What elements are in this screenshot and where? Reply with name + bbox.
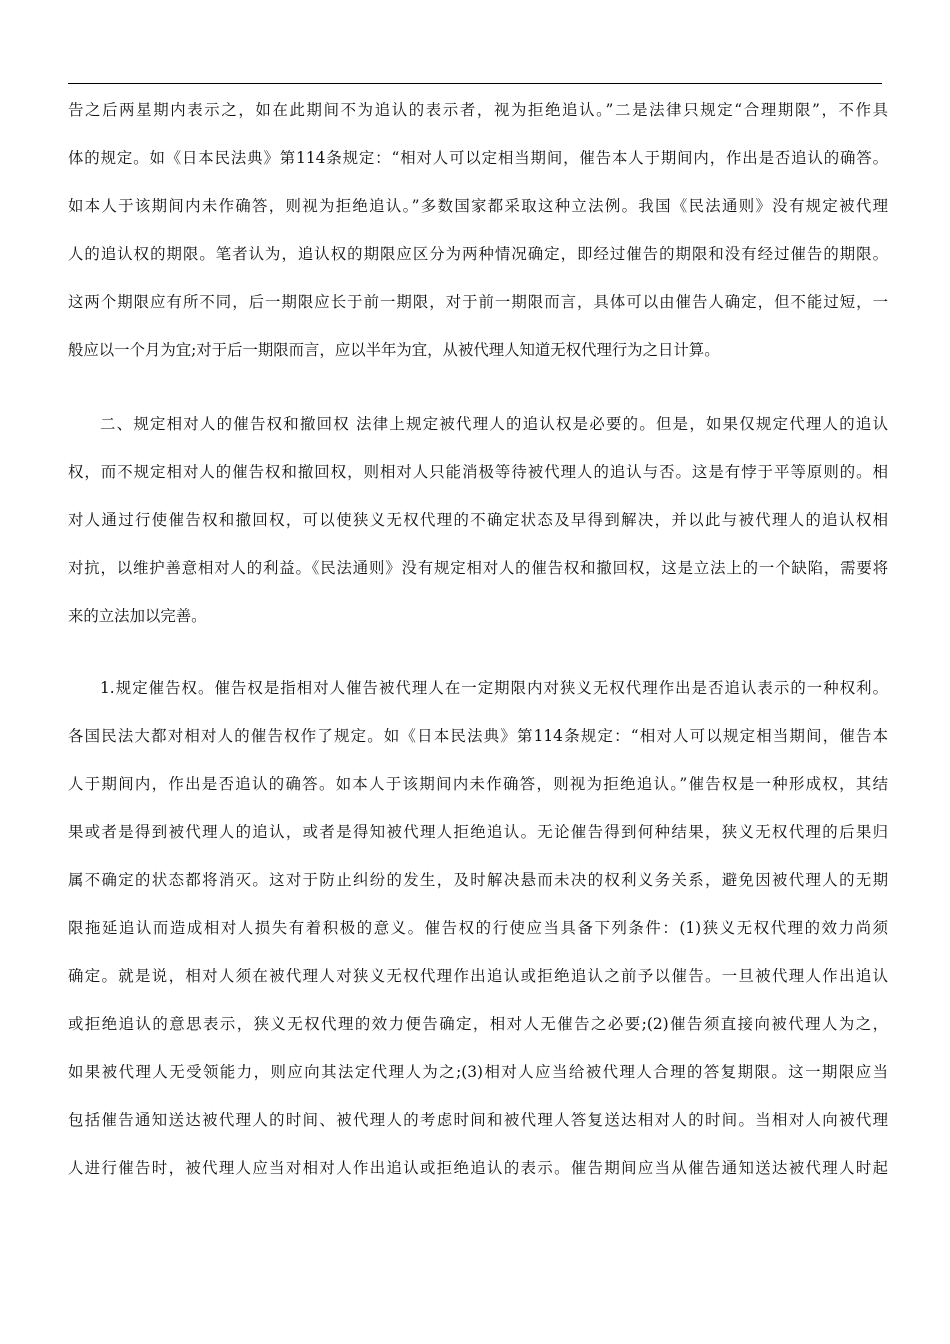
text-line: 这两个期限应有所不同，后一期限应长于前一期限，对于前一期限而言，具体可以由催告人确定，但不能过短，一 (68, 293, 888, 311)
text-line: 各国民法大都对相对人的催告权作了规定。如《日本民法典》第114条规定：“相对人可以规定相当期间，催告本 (68, 727, 888, 745)
text-line: 1.规定催告权。催告权是指相对人催告被代理人在一定期限内对狭义无权代理作出是否追认表示的一种权利。 (100, 679, 888, 697)
text-line: 或拒绝追认的意思表示，狭义无权代理的效力便告确定，相对人无催告之必要;(2)催告须直接向被代理人为之， (68, 1015, 888, 1033)
text-line: 果或者是得到被代理人的追认，或者是得知被代理人拒绝追认。无论催告得到何种结果，狭义无权代理的后果归 (68, 823, 888, 841)
text-line: 告之后两星期内表示之，如在此期间不为追认的表示者，视为拒绝追认。”二是法律只规定“合理期限”，不作具 (68, 101, 888, 119)
text-line: 对人通过行使催告权和撤回权，可以使狭义无权代理的不确定状态及早得到解决，并以此与被代理人的追认权相 (68, 511, 888, 529)
paragraph-ratification-period (68, 86, 888, 374)
text-line: 二、规定相对人的催告权和撤回权 法律上规定被代理人的追认权是必要的。但是，如果仅规定代理人的追认 (100, 415, 888, 433)
text-line: 属不确定的状态都将消灭。这对于防止纠纷的发生，及时解决悬而未决的权利义务关系，避免因被代理人的无期 (68, 871, 888, 889)
text-line: 人的追认权的期限。笔者认为，追认权的期限应区分为两种情况确定，即经过催告的期限和没有经过催告的期限。 (68, 245, 888, 263)
text-line: 如果被代理人无受领能力，则应向其法定代理人为之;(3)相对人应当给被代理人合理的答复期限。这一期限应当 (68, 1063, 888, 1081)
paragraph-notice-right (68, 664, 888, 1192)
header-rule (68, 83, 882, 84)
text-line: 对抗，以维护善意相对人的利益。《民法通则》没有规定相对人的催告权和撤回权，这是立法上的一个缺陷，需要将 (68, 559, 888, 577)
text-line: 人进行催告时，被代理人应当对相对人作出追认或拒绝追认的表示。催告期间应当从催告通知送达被代理人时起 (68, 1159, 888, 1177)
text-line: 包括催告通知送达被代理人的时间、被代理人的考虑时间和被代理人答复送达相对人的时间。当相对人向被代理 (68, 1111, 888, 1129)
paragraph-notice-and-revocation-rights (68, 400, 888, 640)
text-line: 人于期间内，作出是否追认的确答。如本人于该期间内未作确答，则视为拒绝追认。”催告权是一种形成权，其结 (68, 775, 888, 793)
text-line: 体的规定。如《日本民法典》第114条规定：“相对人可以定相当期间，催告本人于期间内，作出是否追认的确答。 (68, 149, 888, 167)
text-line: 如本人于该期间内未作确答，则视为拒绝追认。”多数国家都采取这种立法例。我国《民法通则》没有规定被代理 (68, 197, 888, 215)
text-line: 限拖延追认而造成相对人损失有着积极的意义。催告权的行使应当具备下列条件：(1)狭义无权代理的效力尚须 (68, 919, 888, 937)
text-line: 来的立法加以完善。 (68, 607, 207, 625)
text-line: 确定。就是说，相对人须在被代理人对狭义无权代理作出追认或拒绝追认之前予以催告。一旦被代理人作出追认 (68, 967, 888, 985)
text-line: 般应以一个月为宜;对于后一期限而言，应以半年为宜，从被代理人知道无权代理行为之日计算。 (68, 341, 720, 359)
text-line: 权，而不规定相对人的催告权和撤回权，则相对人只能消极等待被代理人的追认与否。这是有悖于平等原则的。相 (68, 463, 888, 481)
